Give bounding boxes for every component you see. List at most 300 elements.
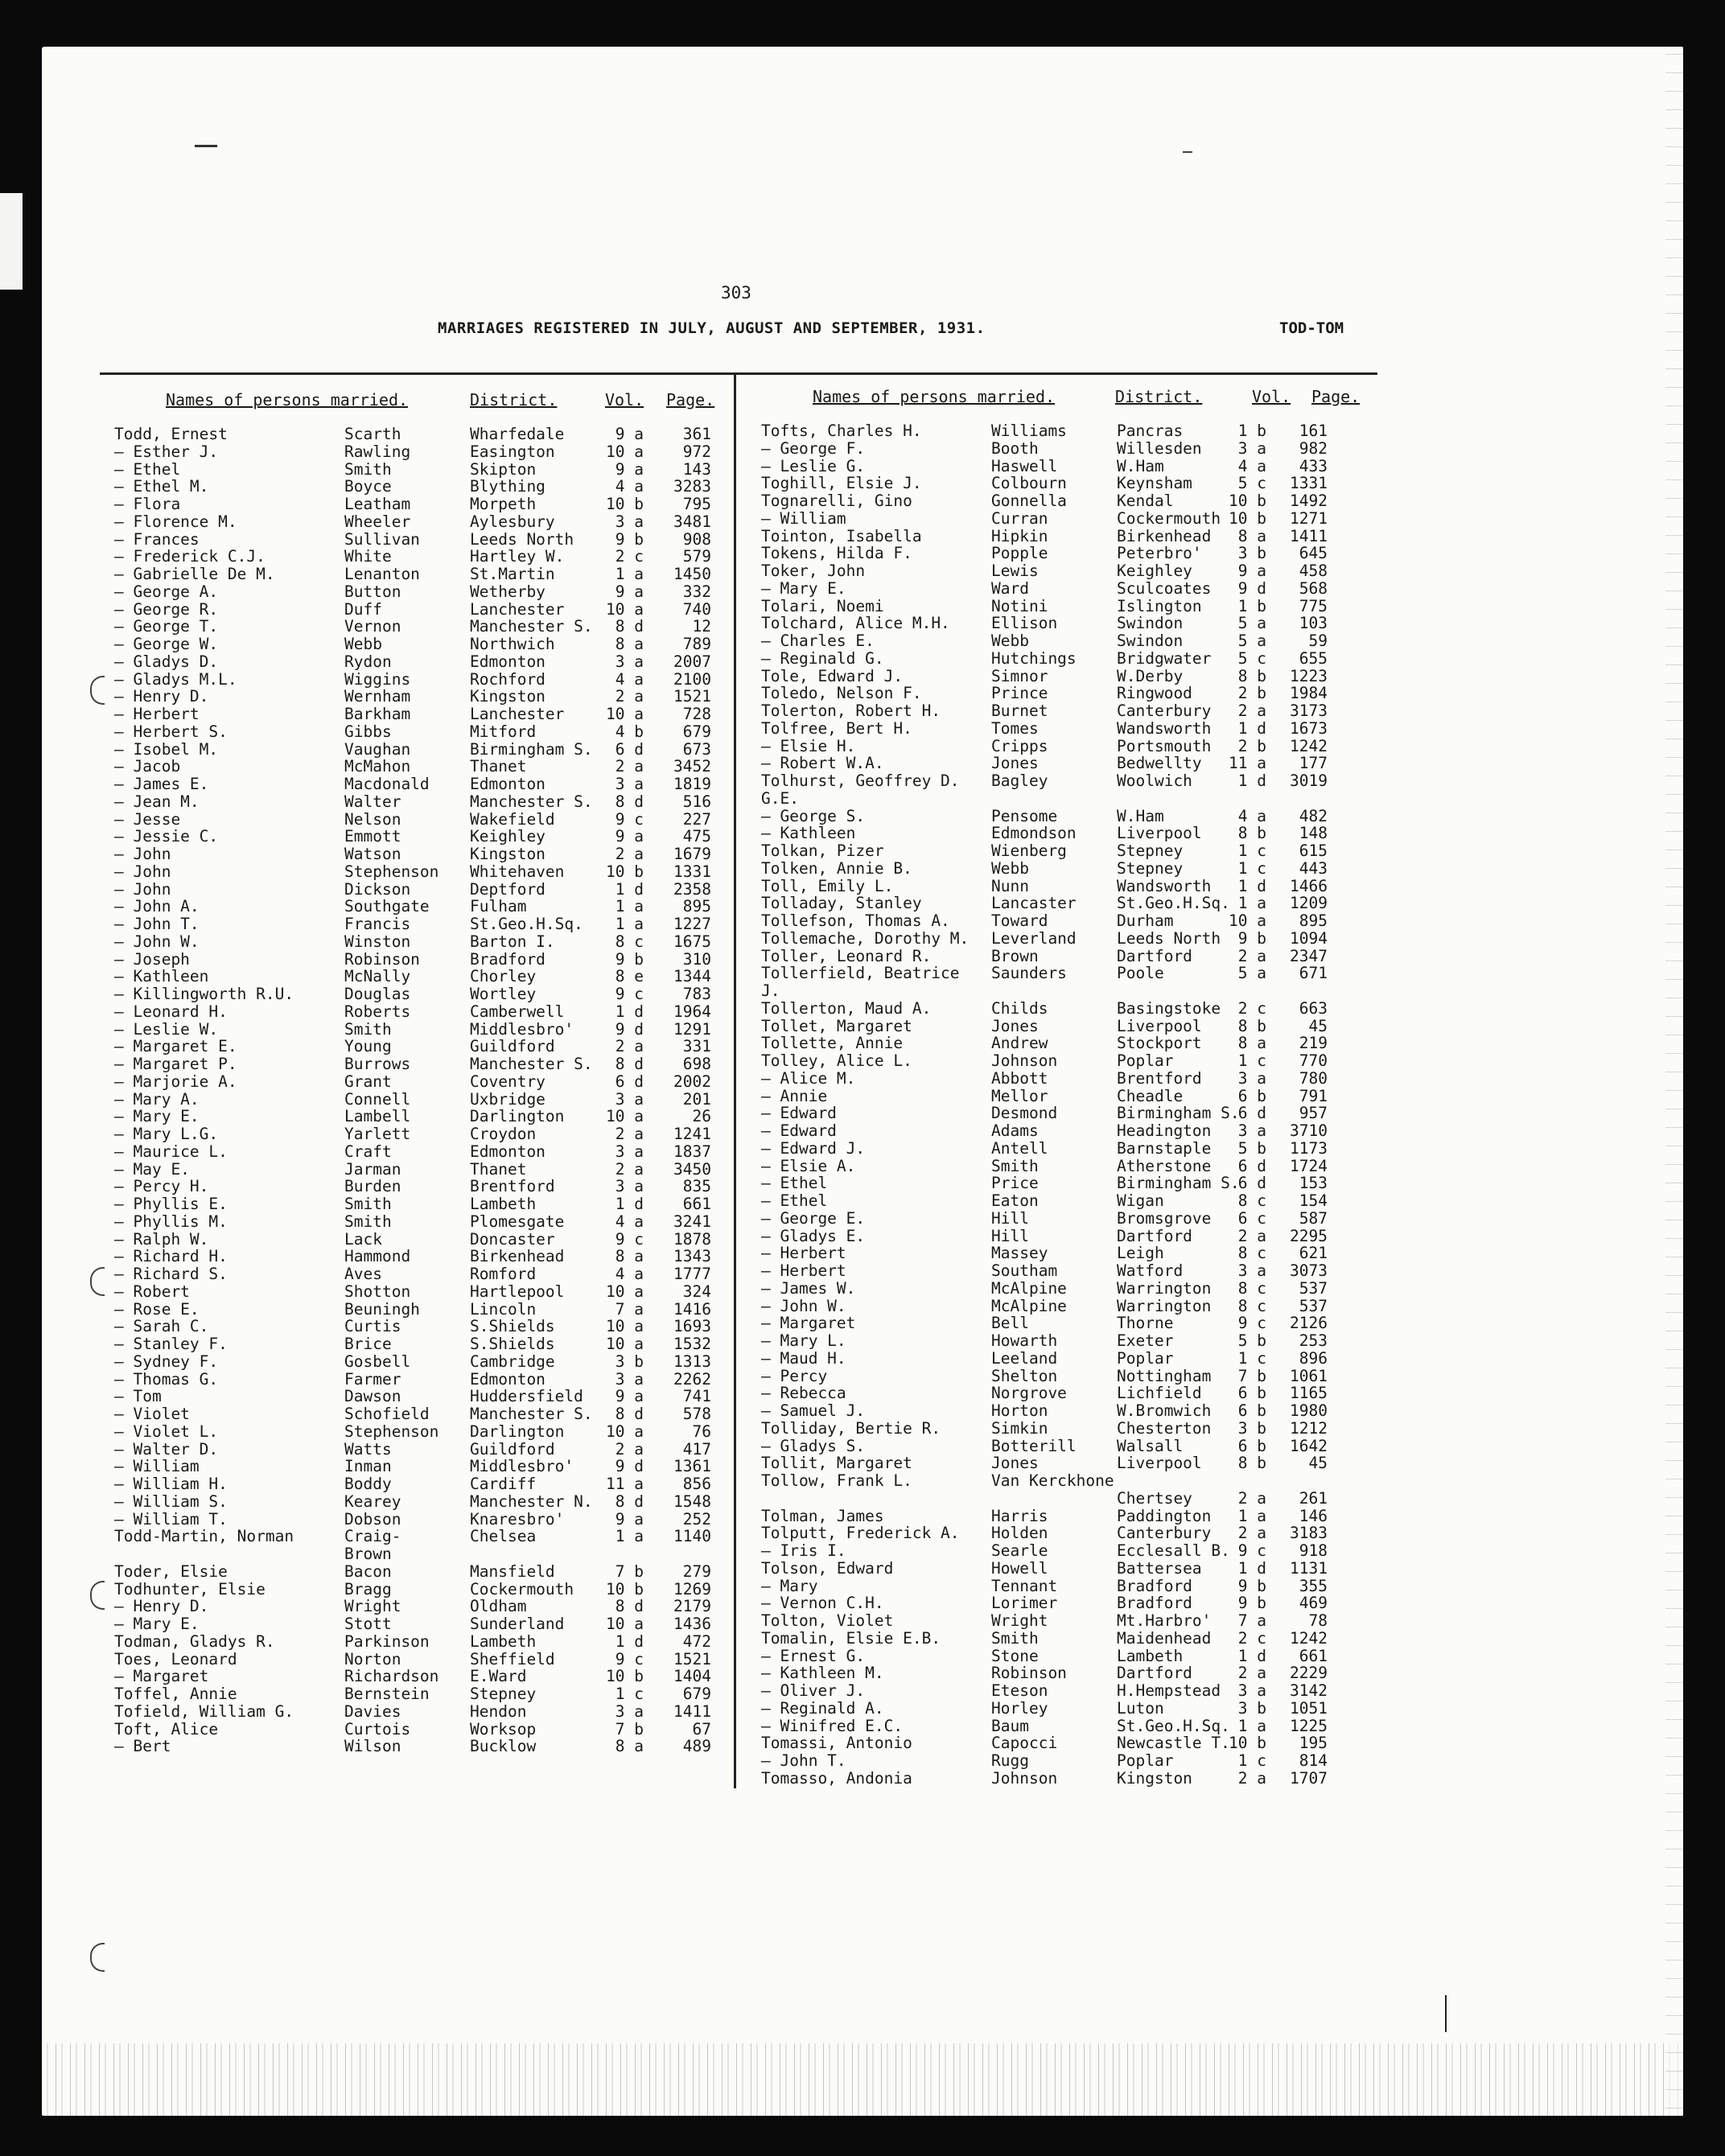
entry-district: St.Geo.H.Sq. [1117, 1716, 1230, 1735]
entry-page: 489 [682, 1737, 711, 1756]
register-entry [114, 740, 726, 758]
entry-page: 3173 [1290, 702, 1328, 720]
entry-name: — Robert W.A. [761, 754, 884, 773]
entry-name: — John A. [114, 897, 200, 916]
entry-page: 578 [682, 1405, 711, 1423]
entry-name: Todman, Gladys R. [114, 1631, 275, 1651]
entry-page: 153 [1299, 1174, 1328, 1193]
entry-district: Ringwood [1117, 684, 1192, 703]
entry-spouse-surname: Webb [991, 858, 1029, 878]
entry-page: 775 [1299, 596, 1328, 615]
register-entry [761, 1594, 1365, 1611]
register-entry [761, 1314, 1365, 1331]
entry-volume: 4 a [1237, 806, 1266, 825]
entry-spouse-surname: Rydon [344, 652, 392, 671]
entry-volume: 2 b [1237, 736, 1266, 755]
entry-page: 1521 [673, 687, 711, 706]
entry-name: Tomasso, Andonia [761, 1768, 912, 1788]
entry-spouse-surname: Brown [991, 946, 1039, 965]
entry-district: Atherstone [1117, 1156, 1212, 1175]
register-entry [114, 1247, 726, 1265]
entry-district: Liverpool [1117, 1454, 1202, 1473]
entry-page: 516 [682, 792, 711, 811]
entry-district: Brentford [470, 1177, 555, 1196]
entry-page: 908 [682, 529, 711, 549]
entry-page: 957 [1299, 1104, 1328, 1123]
page-number: 303 [721, 283, 751, 302]
entry-volume: 1 a [615, 897, 644, 916]
entry-district: Camberwell [470, 1002, 565, 1021]
entry-page: 1271 [1290, 508, 1328, 528]
register-entry [761, 474, 1365, 492]
entry-district: Blything [470, 477, 545, 496]
entry-district: Plomesgate [470, 1212, 565, 1231]
scan-noise-right [1665, 47, 1683, 2116]
register-entry [761, 1454, 1365, 1471]
entry-spouse-surname: Brown [344, 1545, 392, 1563]
register-entry [761, 1699, 1365, 1717]
entry-spouse-surname: Brice [344, 1335, 392, 1353]
entry-spouse-surname: Gosbell [344, 1352, 411, 1371]
entry-page: 310 [682, 949, 711, 969]
entry-name: — Jessie C. [114, 827, 219, 846]
entry-district: Guildford [470, 1439, 555, 1459]
register-entry [114, 1177, 726, 1195]
entry-name: — Herbert S. [114, 722, 228, 741]
entry-district: Cockermouth [470, 1579, 574, 1598]
entry-name: — Mary A. [114, 1089, 200, 1109]
entry-page: 896 [1299, 1348, 1328, 1368]
register-entry [114, 810, 726, 828]
entry-page: 1223 [1290, 666, 1328, 685]
entry-page: 361 [682, 425, 711, 443]
entry-spouse-surname: Toward [991, 911, 1048, 930]
register-entry [761, 527, 1365, 545]
entry-volume: 3 b [615, 1352, 644, 1371]
left-entry-list [114, 425, 726, 1755]
entry-district: W.Derby [1117, 666, 1184, 685]
entry-name: — Ralph W. [114, 1229, 209, 1249]
entry-name: — Ernest G. [761, 1646, 866, 1665]
entry-volume: 9 b [615, 949, 644, 969]
entry-volume: 10 a [1229, 911, 1266, 930]
entry-volume: 8 b [1237, 1016, 1266, 1035]
register-entry [761, 614, 1365, 632]
entry-name: Tolfree, Bert H. [761, 718, 912, 738]
entry-volume: 8 b [1237, 1454, 1266, 1473]
entry-name: — Bert [114, 1737, 171, 1756]
entry-volume: 2 b [1237, 684, 1266, 703]
header-rule [100, 372, 1377, 375]
entry-volume: 3 a [615, 1142, 644, 1161]
entry-name: — Herbert [761, 1244, 846, 1263]
entry-district: Lambeth [470, 1195, 537, 1213]
entry-spouse-surname: Connell [344, 1089, 411, 1109]
entry-volume: 2 c [1237, 1628, 1266, 1648]
entry-spouse-surname: Shotton [344, 1282, 411, 1301]
register-entry [114, 1615, 726, 1632]
entry-volume: 8 a [1237, 1034, 1266, 1053]
entry-page: 1642 [1290, 1436, 1328, 1455]
entry-spouse-surname: Kearey [344, 1492, 401, 1511]
entry-volume: 6 d [1237, 1174, 1266, 1193]
entry-volume: 2 c [615, 547, 644, 566]
entry-page: 1436 [673, 1615, 711, 1633]
register-entry [761, 667, 1365, 685]
register-entry [761, 1559, 1365, 1577]
entry-name: — Margaret [761, 1314, 856, 1333]
right-header-district: District. [1115, 387, 1203, 406]
entry-page: 1673 [1290, 718, 1328, 738]
entry-volume: 1 c [615, 1685, 644, 1703]
entry-district: Poplar [1117, 1051, 1174, 1070]
entry-name: — Mary E. [761, 578, 846, 598]
entry-volume: 3 a [615, 1089, 644, 1109]
entry-volume: 6 c [1237, 1208, 1266, 1228]
entry-page: 679 [682, 1685, 711, 1703]
entry-page: 1227 [673, 915, 711, 933]
register-entry [114, 722, 726, 740]
entry-volume: 3 a [615, 1701, 644, 1721]
entry-spouse-surname: Nunn [991, 876, 1029, 895]
entry-volume: 9 a [615, 1387, 644, 1406]
entry-page: 1241 [673, 1125, 711, 1143]
entry-spouse-surname: Rawling [344, 442, 411, 461]
entry-name: Tolman, James [761, 1506, 884, 1525]
entry-volume: 2 c [1237, 998, 1266, 1018]
entry-page: 1416 [673, 1299, 711, 1319]
entry-district: Lanchester [470, 705, 565, 723]
entry-name: — George A. [114, 582, 219, 601]
entry-name: Todd, Ernest [114, 425, 228, 443]
entry-page: 3283 [673, 477, 711, 496]
entry-spouse-surname: Wright [991, 1611, 1048, 1630]
entry-spouse-surname: Baum [991, 1716, 1029, 1735]
register-entry [114, 1475, 726, 1492]
entry-page: 587 [1299, 1208, 1328, 1228]
register-entry [761, 649, 1365, 667]
entry-district: Wharfedale [470, 425, 565, 443]
register-entry [761, 1489, 1365, 1507]
entry-page: 1343 [673, 1247, 711, 1266]
entry-spouse-surname: Smith [991, 1628, 1039, 1648]
entry-district: Poplar [1117, 1348, 1174, 1368]
entry-page: 661 [1299, 1646, 1328, 1665]
entry-spouse-surname: Curran [991, 508, 1048, 528]
entry-volume: 2 a [1237, 1488, 1266, 1508]
entry-page: 2347 [1290, 946, 1328, 965]
entry-spouse-surname: Smith [344, 1019, 392, 1039]
entry-volume: 1 c [1237, 1051, 1266, 1070]
entry-volume: 1 a [615, 915, 644, 933]
entry-spouse-surname: Ellison [991, 614, 1058, 633]
entry-spouse-surname: Holden [991, 1524, 1048, 1543]
entry-name: Tollow, Frank L. [761, 1471, 912, 1490]
entry-district: Cambridge [470, 1352, 555, 1371]
entry-spouse-surname: Nelson [344, 809, 401, 829]
entry-district: Fulham [470, 897, 527, 916]
entry-volume: 5 a [1237, 964, 1266, 983]
entry-volume: 1 d [1237, 876, 1266, 895]
entry-spouse-surname: Price [991, 1174, 1039, 1193]
entry-district: Bromsgrove [1117, 1208, 1212, 1228]
entry-page: 1521 [673, 1649, 711, 1668]
entry-volume: 1 d [1237, 771, 1266, 790]
entry-volume: 1 a [1237, 1506, 1266, 1525]
entry-district: Luton [1117, 1698, 1164, 1718]
entry-spouse-surname: Craig- [344, 1527, 401, 1546]
entry-spouse-surname: Pensome [991, 806, 1058, 825]
entry-volume: 4 b [615, 722, 644, 741]
entry-district: W.Ham [1117, 806, 1164, 825]
register-entry [761, 492, 1365, 509]
entry-spouse-surname: McAlpine [991, 1278, 1067, 1298]
entry-spouse-surname: Robinson [344, 949, 420, 969]
register-entry [114, 1300, 726, 1318]
entry-volume: 8 a [1237, 526, 1266, 545]
entry-spouse-surname: Webb [991, 632, 1029, 650]
register-entry [761, 509, 1365, 527]
entry-volume: 1 d [1237, 1558, 1266, 1578]
entry-volume: 10 a [606, 1317, 644, 1336]
entry-name: Tollerton, Maud A. [761, 998, 932, 1018]
register-entry [761, 1647, 1365, 1664]
entry-spouse-surname: Davies [344, 1701, 401, 1721]
register-entry [761, 1769, 1365, 1787]
entry-name: — George E. [761, 1208, 866, 1228]
entry-district: Willesden [1117, 438, 1202, 458]
entry-name: — Reginald G. [761, 648, 884, 668]
right-entry-list [761, 422, 1365, 1787]
register-entry [761, 1139, 1365, 1157]
entry-name: — Mary E. [114, 1107, 200, 1126]
entry-volume: 10 a [606, 599, 644, 619]
register-entry [761, 457, 1365, 475]
entry-name: — Florence M. [114, 512, 237, 531]
entry-page: 789 [682, 635, 711, 653]
entry-volume: 9 a [615, 582, 644, 601]
entry-page: 482 [1299, 806, 1328, 825]
entry-district: Birkenhead [1117, 526, 1212, 545]
entry-name: — Ethel [114, 459, 181, 479]
entry-page: 143 [682, 459, 711, 479]
entry-page: 655 [1299, 648, 1328, 668]
entry-volume: 8 d [615, 1492, 644, 1511]
entry-name: — John [114, 862, 171, 881]
entry-district: Poole [1117, 964, 1164, 983]
entry-name: — Mary L. [761, 1331, 846, 1350]
register-entry [114, 495, 726, 512]
entry-page: 856 [682, 1475, 711, 1493]
entry-page: 1679 [673, 845, 711, 863]
entry-name: — Marjorie A. [114, 1072, 237, 1091]
entry-name: — George W. [114, 635, 219, 653]
entry-district: Keynsham [1117, 474, 1192, 493]
entry-name: — John W. [761, 1296, 846, 1315]
entry-page: 1724 [1290, 1156, 1328, 1175]
entry-volume: 8 c [1237, 1296, 1266, 1315]
entry-spouse-surname: Aves [344, 1265, 382, 1283]
register-entry [761, 1244, 1365, 1261]
entry-page: 201 [682, 1089, 711, 1109]
register-entry [761, 1034, 1365, 1051]
entry-district: Edmonton [470, 652, 545, 671]
entry-spouse-surname: Grant [344, 1072, 392, 1091]
register-entry [114, 1440, 726, 1458]
entry-name: — Annie [761, 1086, 828, 1105]
entry-page: 1777 [673, 1265, 711, 1283]
entry-name: — William [114, 1457, 200, 1476]
entry-page: 26 [692, 1107, 711, 1126]
entry-spouse-surname: Lancaster [991, 894, 1077, 913]
entry-spouse-surname: Button [344, 582, 401, 601]
entry-volume: 4 a [615, 477, 644, 496]
entry-district: St.Geo.H.Sq. [1117, 894, 1230, 913]
entry-page: 780 [1299, 1068, 1328, 1088]
entry-name: Tolputt, Frederick A. [761, 1524, 960, 1543]
entry-name: — George R. [114, 599, 219, 619]
entry-volume: 3 a [1237, 1121, 1266, 1140]
entry-district: Canterbury [1117, 702, 1212, 720]
entry-page: 1094 [1290, 928, 1328, 948]
entry-volume: 3 a [615, 1177, 644, 1196]
entry-volume: 6 b [1237, 1384, 1266, 1403]
register-entry [761, 911, 1365, 929]
entry-district: Manchester S. [470, 617, 593, 636]
entry-district: Edmonton [470, 1142, 545, 1161]
entry-name: Tofts, Charles H. [761, 422, 922, 440]
entry-name: — Kathleen [114, 967, 209, 986]
entry-volume: 4 a [1237, 456, 1266, 475]
entry-spouse-surname: Vernon [344, 617, 401, 636]
entry-district: Nottingham [1117, 1366, 1212, 1385]
entry-page: 835 [682, 1177, 711, 1196]
entry-name: — Henry D. [114, 1597, 209, 1616]
entry-district: Wetherby [470, 582, 545, 601]
entry-page: 795 [682, 495, 711, 513]
entry-volume: 5 a [1237, 614, 1266, 633]
entry-district: Kingston [470, 845, 545, 863]
entry-volume: 3 b [1237, 544, 1266, 563]
entry-volume: 2 a [615, 1125, 644, 1143]
entry-district: Hendon [470, 1701, 527, 1721]
entry-volume: 3 a [615, 652, 644, 671]
index-range: TOD-TOM [1279, 319, 1344, 337]
register-entry [114, 1160, 726, 1178]
entry-page: 663 [1299, 998, 1328, 1018]
entry-page: 814 [1299, 1751, 1328, 1770]
left-header-district: District. [470, 390, 558, 409]
entry-spouse-surname: Dobson [344, 1509, 401, 1529]
entry-name: Tolson, Edward [761, 1558, 894, 1578]
entry-name: Toller, Leonard R. [761, 946, 932, 965]
register-entry [114, 862, 726, 880]
register-entry [114, 1142, 726, 1160]
entry-district: Bedwellty [1117, 754, 1202, 773]
entry-district: Wakefield [470, 809, 555, 829]
entry-name: — Joseph [114, 949, 190, 969]
entry-name: — Edward [761, 1121, 837, 1140]
entry-name: — Stanley F. [114, 1335, 228, 1353]
entry-page: 982 [1299, 438, 1328, 458]
entry-page: 1980 [1290, 1401, 1328, 1420]
entry-page: 1984 [1290, 684, 1328, 703]
entry-page: 1964 [673, 1002, 711, 1021]
entry-district: Manchester N. [470, 1492, 593, 1511]
entry-spouse-surname: Wilson [344, 1737, 401, 1756]
entry-spouse-surname: McAlpine [991, 1296, 1067, 1315]
entry-name: Tolchard, Alice M.H. [761, 614, 950, 633]
entry-volume: 1 d [615, 1195, 644, 1213]
entry-name: — Vernon C.H. [761, 1594, 884, 1613]
right-header-names: Names of persons married. [813, 387, 1056, 406]
entry-spouse-surname: Burrows [344, 1055, 411, 1073]
entry-spouse-surname: Harris [991, 1506, 1048, 1525]
entry-volume: 10 a [606, 1335, 644, 1353]
entry-name: — George F. [761, 438, 866, 458]
entry-page: 417 [682, 1439, 711, 1459]
register-entry [114, 582, 726, 600]
entry-page: 2358 [673, 879, 711, 899]
entry-page: 78 [1308, 1611, 1328, 1630]
register-entry [761, 1279, 1365, 1297]
entry-name: Toes, Leonard [114, 1649, 237, 1668]
entry-page: 621 [1299, 1244, 1328, 1263]
entry-page: 2126 [1290, 1314, 1328, 1333]
entry-spouse-surname: Norton [344, 1649, 401, 1668]
entry-volume: 1 d [615, 1002, 644, 1021]
entry-name: Toghill, Elsie J. [761, 474, 922, 493]
entry-spouse-surname: Wienberg [991, 841, 1067, 860]
entry-name: — Herbert [761, 1261, 846, 1280]
entry-volume: 7 a [1237, 1611, 1266, 1630]
entry-spouse-surname: Gibbs [344, 722, 392, 741]
entry-volume: 1 d [615, 1631, 644, 1651]
entry-page: 1693 [673, 1317, 711, 1336]
entry-name: G.E. [761, 788, 799, 808]
entry-name: — Percy H. [114, 1177, 209, 1196]
register-entry [114, 1685, 726, 1702]
entry-spouse-surname: Duff [344, 599, 382, 619]
entry-district: Whitehaven [470, 862, 565, 881]
register-entry [114, 1125, 726, 1142]
entry-name: — Mary E. [114, 1615, 200, 1633]
entry-spouse-surname: Desmond [991, 1104, 1058, 1123]
entry-volume: 1 d [615, 879, 644, 899]
entry-name: Todd-Martin, Norman [114, 1527, 294, 1546]
register-entry [114, 1090, 726, 1108]
entry-spouse-surname: Parkinson [344, 1631, 430, 1651]
entry-district: Kendal [1117, 492, 1174, 510]
entry-spouse-surname: Walter [344, 792, 401, 811]
entry-district: Morpeth [470, 495, 537, 513]
entry-volume: 8 e [615, 967, 644, 986]
entry-name: — Margaret [114, 1667, 209, 1686]
register-entry [114, 897, 726, 915]
entry-page: 1344 [673, 967, 711, 986]
entry-name: — Richard S. [114, 1265, 228, 1283]
entry-page: 261 [1299, 1488, 1328, 1508]
entry-spouse-surname: Barkham [344, 705, 411, 723]
register-entry [114, 1545, 726, 1562]
register-entry [761, 719, 1365, 737]
entry-district: Deptford [470, 879, 545, 899]
register-entry [114, 600, 726, 618]
entry-page: 1269 [673, 1579, 711, 1598]
entry-district: Birmingham S. [1117, 1174, 1240, 1193]
entry-spouse-surname: Scarth [344, 425, 401, 443]
entry-volume: 10 b [1229, 508, 1266, 528]
